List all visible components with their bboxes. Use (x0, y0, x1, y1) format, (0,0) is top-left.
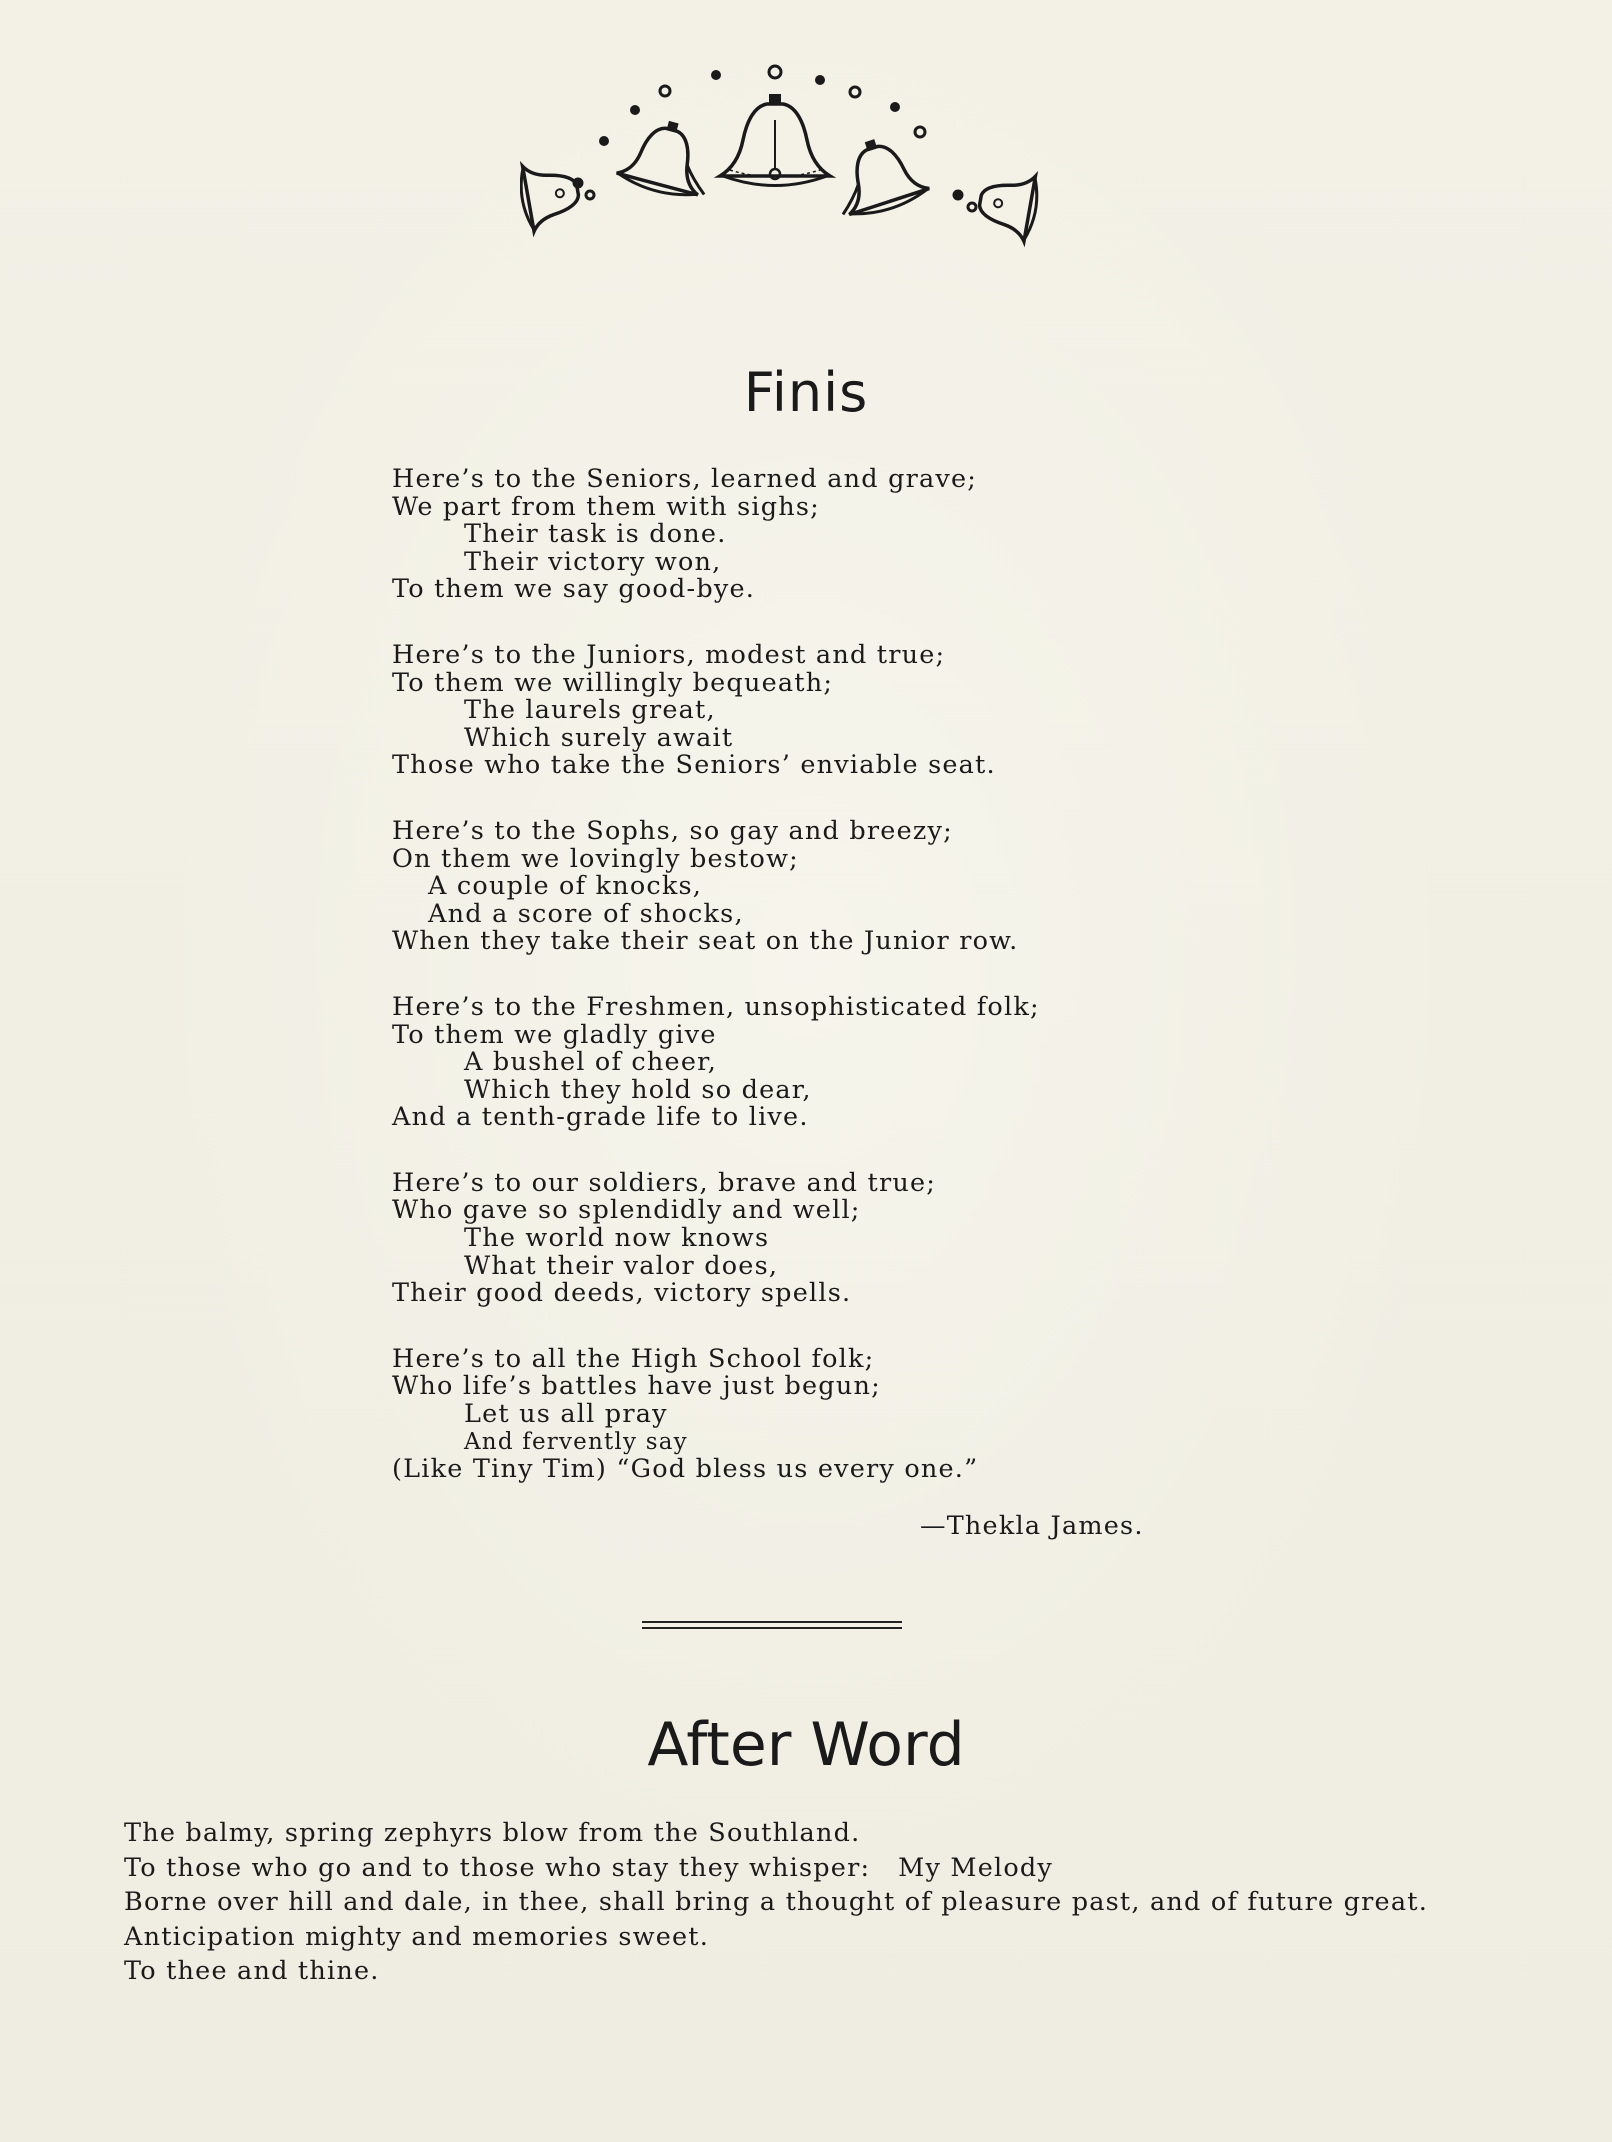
poem-line: Here’s to the Seniors, learned and grave; (392, 464, 978, 494)
poem-line: Their good deeds, victory spells. (392, 1278, 852, 1309)
poem-line: To them we say good-bye. (392, 574, 756, 605)
afterword-title: After Word (647, 1710, 965, 1780)
poem-line: Which they hold so dear, (464, 1074, 812, 1105)
poem-line: When they take their seat on the Junior row. (392, 926, 1019, 957)
poem-line: To them we willingly bequeath; (392, 667, 834, 698)
poem-line: And a score of shocks, (428, 898, 744, 929)
stanza-soldiers (392, 1167, 1212, 1309)
center-bell (720, 94, 830, 186)
afterword-line: To those who go and to those who stay they whisper: My Melody (124, 1852, 1054, 1883)
afterword-text (124, 1818, 1524, 1991)
poem-line: Here’s to the Sophs, so gay and breezy; (392, 815, 953, 846)
finis-title: Finis (743, 361, 869, 424)
poem-line: To them we gladly give (392, 1019, 717, 1050)
poem-line: Here’s to the Freshmen, unsophisticated folk; (392, 991, 1040, 1022)
poem-line: Here’s to our soldiers, brave and true; (392, 1167, 937, 1198)
stanza-seniors (392, 466, 1212, 604)
afterword-line: To thee and thine. (124, 1956, 380, 1986)
far-right-bell (975, 168, 1040, 243)
poem-line: What their valor does, (464, 1250, 779, 1281)
poem-line: Let us all pray (464, 1399, 668, 1430)
poem-line: And a tenth-grade life to live. (392, 1102, 809, 1133)
poem-line: Here’s to the Juniors, modest and true; (392, 639, 946, 670)
poem-line: (Like Tiny Tim) “God bless us every one.” (392, 1454, 979, 1485)
bells-ornament-icon (520, 55, 1040, 255)
poem-line: The laurels great, (464, 695, 716, 726)
afterword-line: Anticipation mighty and memories sweet. (124, 1921, 710, 1952)
poem (392, 466, 1212, 1522)
section-divider (642, 1621, 902, 1629)
poem-line: We part from them with sighs; (392, 491, 820, 522)
stanza-juniors (392, 639, 1212, 781)
far-left-bell (520, 158, 583, 233)
right-center-bell (824, 128, 932, 223)
stanza-high-school (392, 1343, 1212, 1485)
poem-line: Who gave so splendidly and well; (392, 1195, 861, 1226)
poem-line: Who life’s battles have just begun; (392, 1371, 881, 1402)
poem-line: The world now knows (464, 1223, 770, 1254)
poem-line: Which surely await (464, 722, 734, 753)
afterword-line: Borne over hill and dale, in thee, shall bring a thought of pleasure past, and of future great. (124, 1887, 1428, 1917)
poem-line: A bushel of cheer, (464, 1047, 718, 1078)
poem-line: And fervently say (464, 1428, 688, 1455)
afterword-line: The balmy, spring zephyrs blow from the Southland. (124, 1818, 861, 1848)
poem-line: Their victory won, (464, 546, 722, 577)
stanza-sophs (392, 815, 1212, 957)
poem-line: Those who take the Seniors’ enviable seat. (392, 750, 996, 781)
left-center-bell (615, 111, 720, 203)
poem-line: A couple of knocks, (428, 871, 703, 902)
poem-line: Here’s to all the High School folk; (392, 1343, 875, 1374)
poem-line: Their task is done. (464, 519, 727, 550)
poem-line: On them we lovingly bestow; (392, 843, 799, 874)
stanza-freshmen (392, 991, 1212, 1133)
author-signature: —Thekla James. (920, 1511, 1144, 1541)
